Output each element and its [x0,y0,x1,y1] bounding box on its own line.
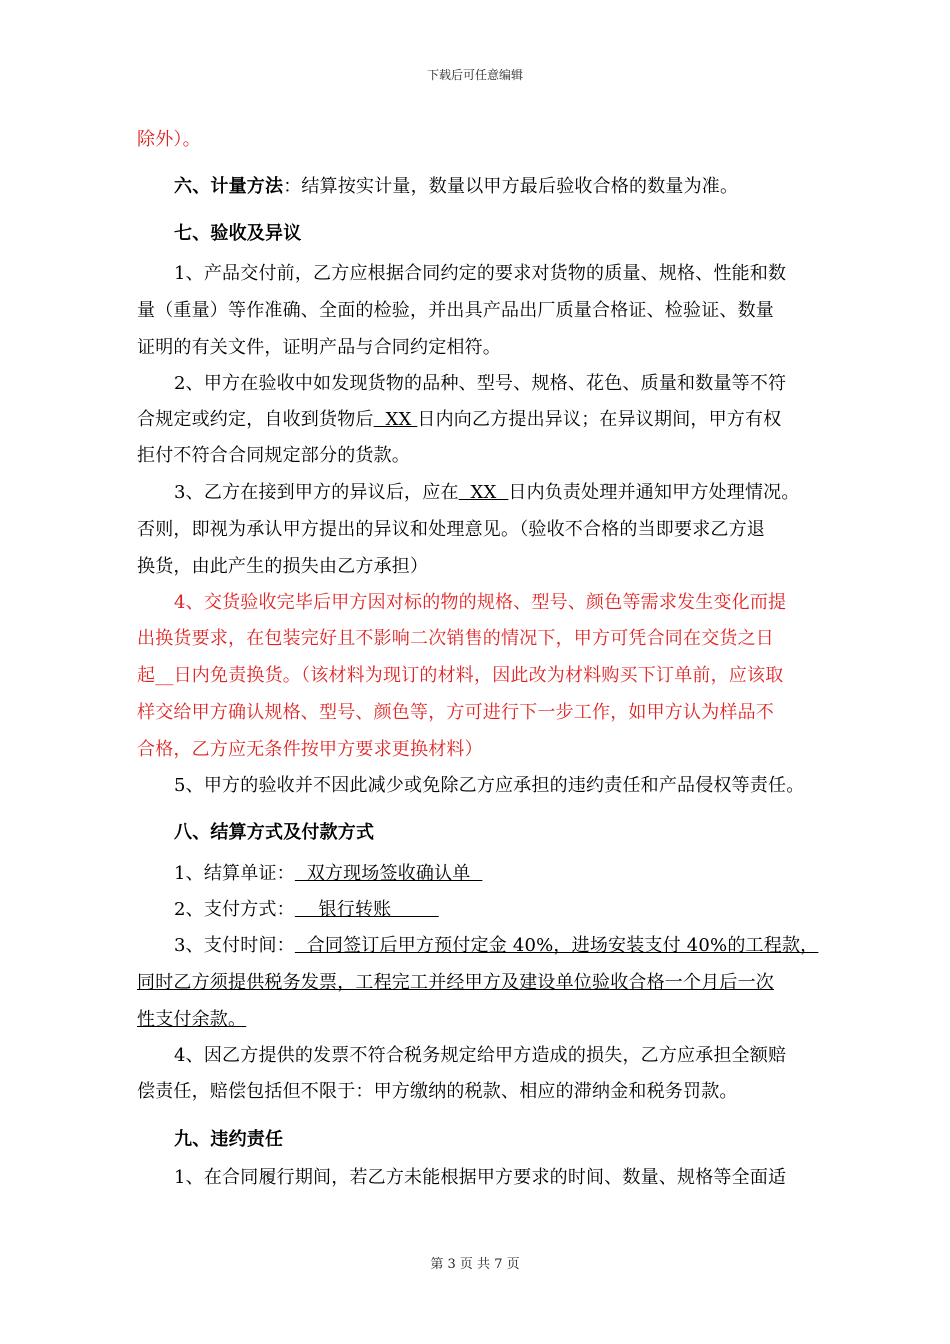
text-span: 1、结算单证： [174,863,295,884]
page-footer: 第 3 页 共 7 页 [430,1257,520,1272]
paragraph-line: 4、因乙方提供的发票不符合税务规定给甲方造成的损失，乙方应承担全额赔 [174,1045,787,1066]
paragraph-line: 偿责任，赔偿包括但不限于：甲方缴纳的税款、相应的滞纳金和税务罚款。 [137,1081,738,1102]
blank-days-field: XX [458,482,509,503]
text-span: 3、支付时间： [174,935,295,956]
blank-days-field: XX [373,409,418,430]
text-span: 2、支付方式： [174,899,295,920]
paragraph-line: 否则，即视为承认甲方提出的异议和处理意见。（验收不合格的当即要求乙方退 [137,519,765,540]
page-header: 下载后可任意编辑 [426,68,523,82]
section-heading: 九、违约责任 [174,1129,284,1150]
paragraph-line: 样交给甲方确认规格、型号、颜色等，方可进行下一步工作，如甲方认为样品不 [137,702,774,723]
paragraph-line: 合格，乙方应无条件按甲方要求更换材料） [137,739,483,760]
text-span: 日内负责处理并通知甲方处理情况。 [508,482,800,503]
paragraph-line: 性支付余款。 [137,1009,247,1030]
section-heading: 六、计量方法 [174,176,284,197]
paragraph-line [174,481,800,505]
section-heading: 八、结算方式及付款方式 [174,822,375,843]
text-span: 3、乙方在接到甲方的异议后，应在 [174,482,459,503]
paragraph-line: 同时乙方须提供税务发票，工程完工并经甲方及建设单位验收合格一个月后一次 [137,972,774,993]
text-span: 日内向乙方提出异议；在异议期间，甲方有权 [417,409,782,430]
text-span: 合规定或约定，自收到货物后 [137,409,374,430]
paragraph-line: 换货，由此产生的损失由乙方承担） [137,556,429,577]
settlement-doc-field: 双方现场签收确认单 [294,863,483,884]
paragraph-line: 1、在合同履行期间，若乙方未能根据甲方要求的时间、数量、规格等全面适 [174,1167,787,1188]
section-six [174,175,738,199]
paragraph-line: 拒付不符合合同规定部分的货款。 [137,445,410,466]
paragraph-line [174,898,439,922]
paragraph-line: 出换货要求，在包装完好且不影响二次销售的情况下，甲方可凭合同在交货之日 [137,628,774,649]
paragraph-line: 除外）。 [137,129,201,150]
paragraph-line: 1、产品交付前，乙方应根据合同约定的要求对货物的质量、规格、性能和数 [174,263,787,284]
paragraph-line: 证明的有关文件，证明产品与合同约定相符。 [137,337,501,358]
paragraph-line [137,408,781,432]
paragraph-line: 5、甲方的验收并不因此减少或免除乙方应承担的违约责任和产品侵权等责任。 [174,775,805,796]
payment-time-field: 合同签订后甲方预付定金 40%，进场安装支付 40%的工程款， [294,935,819,956]
payment-method-field: 银行转账 [294,899,439,920]
paragraph-line: 2、甲方在验收中如发现货物的品种、型号、规格、花色、质量和数量等不符 [174,373,787,394]
section-text: ：结算按实计量，数量以甲方最后验收合格的数量为准。 [283,176,739,197]
section-heading: 七、验收及异议 [174,223,302,244]
paragraph-line [174,934,818,958]
paragraph-line [174,862,482,886]
paragraph-line: 4、交货验收完毕后甲方因对标的物的规格、型号、颜色等需求发生变化而提 [174,592,787,613]
paragraph-line: 起__日内免责换货。（该材料为现订的材料，因此改为材料购买下订单前，应该取 [137,665,784,686]
paragraph-line: 量（重量）等作准确、全面的检验，并出具产品出厂质量合格证、检验证、数量 [137,300,774,321]
